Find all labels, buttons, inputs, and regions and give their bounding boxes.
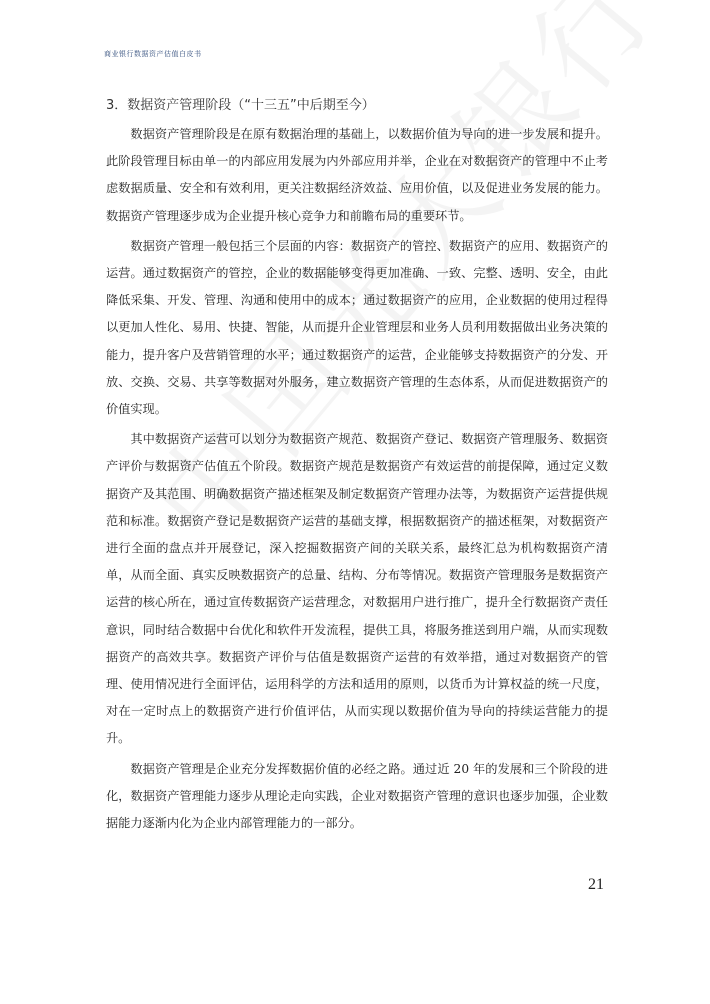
section-title: 3．数据资产管理阶段（“十三五”中后期至今） bbox=[106, 98, 375, 113]
paragraph: 数据资产管理一般包括三个层面的内容：数据资产的管控、数据资产的应用、数据资产的运营。通过数据资产的管控，企业的数据能够变得更加准确、一致、完整、透明、安全，由此降低采集、开发、管理、沟通和使用中的成本；通过数据资产的应用，企业数据的使用过程得以更加人性化、易用、快捷、智能，从而提升企业管理层和业务人员利用数据做出业务决策的能力，提升客户及营销管理的水平；通过数据资产的运营，企业能够支持数据资产的分发、开放、交换、交易、共享等数据对外服务，建立数据资产管理的生态体系，从而促进数据资产的价值实现。 bbox=[106, 238, 608, 417]
paragraph: 数据资产管理阶段是在原有数据治理的基础上，以数据价值为导向的进一步发展和提升。此阶段管理目标由单一的内部应用发展为内外部应用并举，企业在对数据资产的管理中不止考虑数据质量、安全和有效利用，更关注数据经济效益、应用价值，以及促进业务发展的能力。数据资产管理逐步成为企业提升核心竞争力和前瞻布局的重要环节。 bbox=[106, 127, 608, 223]
body-text bbox=[106, 121, 608, 840]
page-number: 21 bbox=[588, 876, 604, 893]
paragraph: 其中数据资产运营可以划分为数据资产规范、数据资产登记、数据资产管理服务、数据资产评价与数据资产估值五个阶段。数据资产规范是数据资产有效运营的前提保障，通过定义数据资产及其范围、明确数据资产描述框架及制定数据资产管理办法等，为数据资产运营提供规范和标准。数据资产登记是数据资产运营的基础支撑，根据数据资产的描述框架，对数据资产进行全面的盘点并开展登记，深入挖掘数据资产间的关联关系，最终汇总为机构数据资产清单，从而全面、真实反映数据资产的总量、结构、分布等情况。数据资产管理服务是数据资产运营的核心所在，通过宣传数据资产运营理念，对数据用户进行推广，提升全行数据资产责任意识，同时结合数据中台优化和软件开发流程，提供工具，将服务推送到用户端，从而实现数据资产的高效共享。数据资产评价与估值是数据资产运营的有效举措，通过对数据资产的管理、使用情况进行全面评估，运用科学的方法和适用的原则，以货币为计算权益的统一尺度，对在一定时点上的数据资产进行价值评估，从而实现以数据价值为导向的持续运营能力的提升。 bbox=[106, 432, 608, 746]
running-header: 商业银行数据资产估值白皮书 bbox=[104, 50, 202, 58]
paragraph: 数据资产管理是企业充分发挥数据价值的必经之路。通过近 20 年的发展和三个阶段的进化，数据资产管理能力逐步从理论走向实践，企业对数据资产管理的意识也逐步加强，企业数据能力逐渐内化为企业内部管理能力的一部分。 bbox=[106, 761, 608, 831]
